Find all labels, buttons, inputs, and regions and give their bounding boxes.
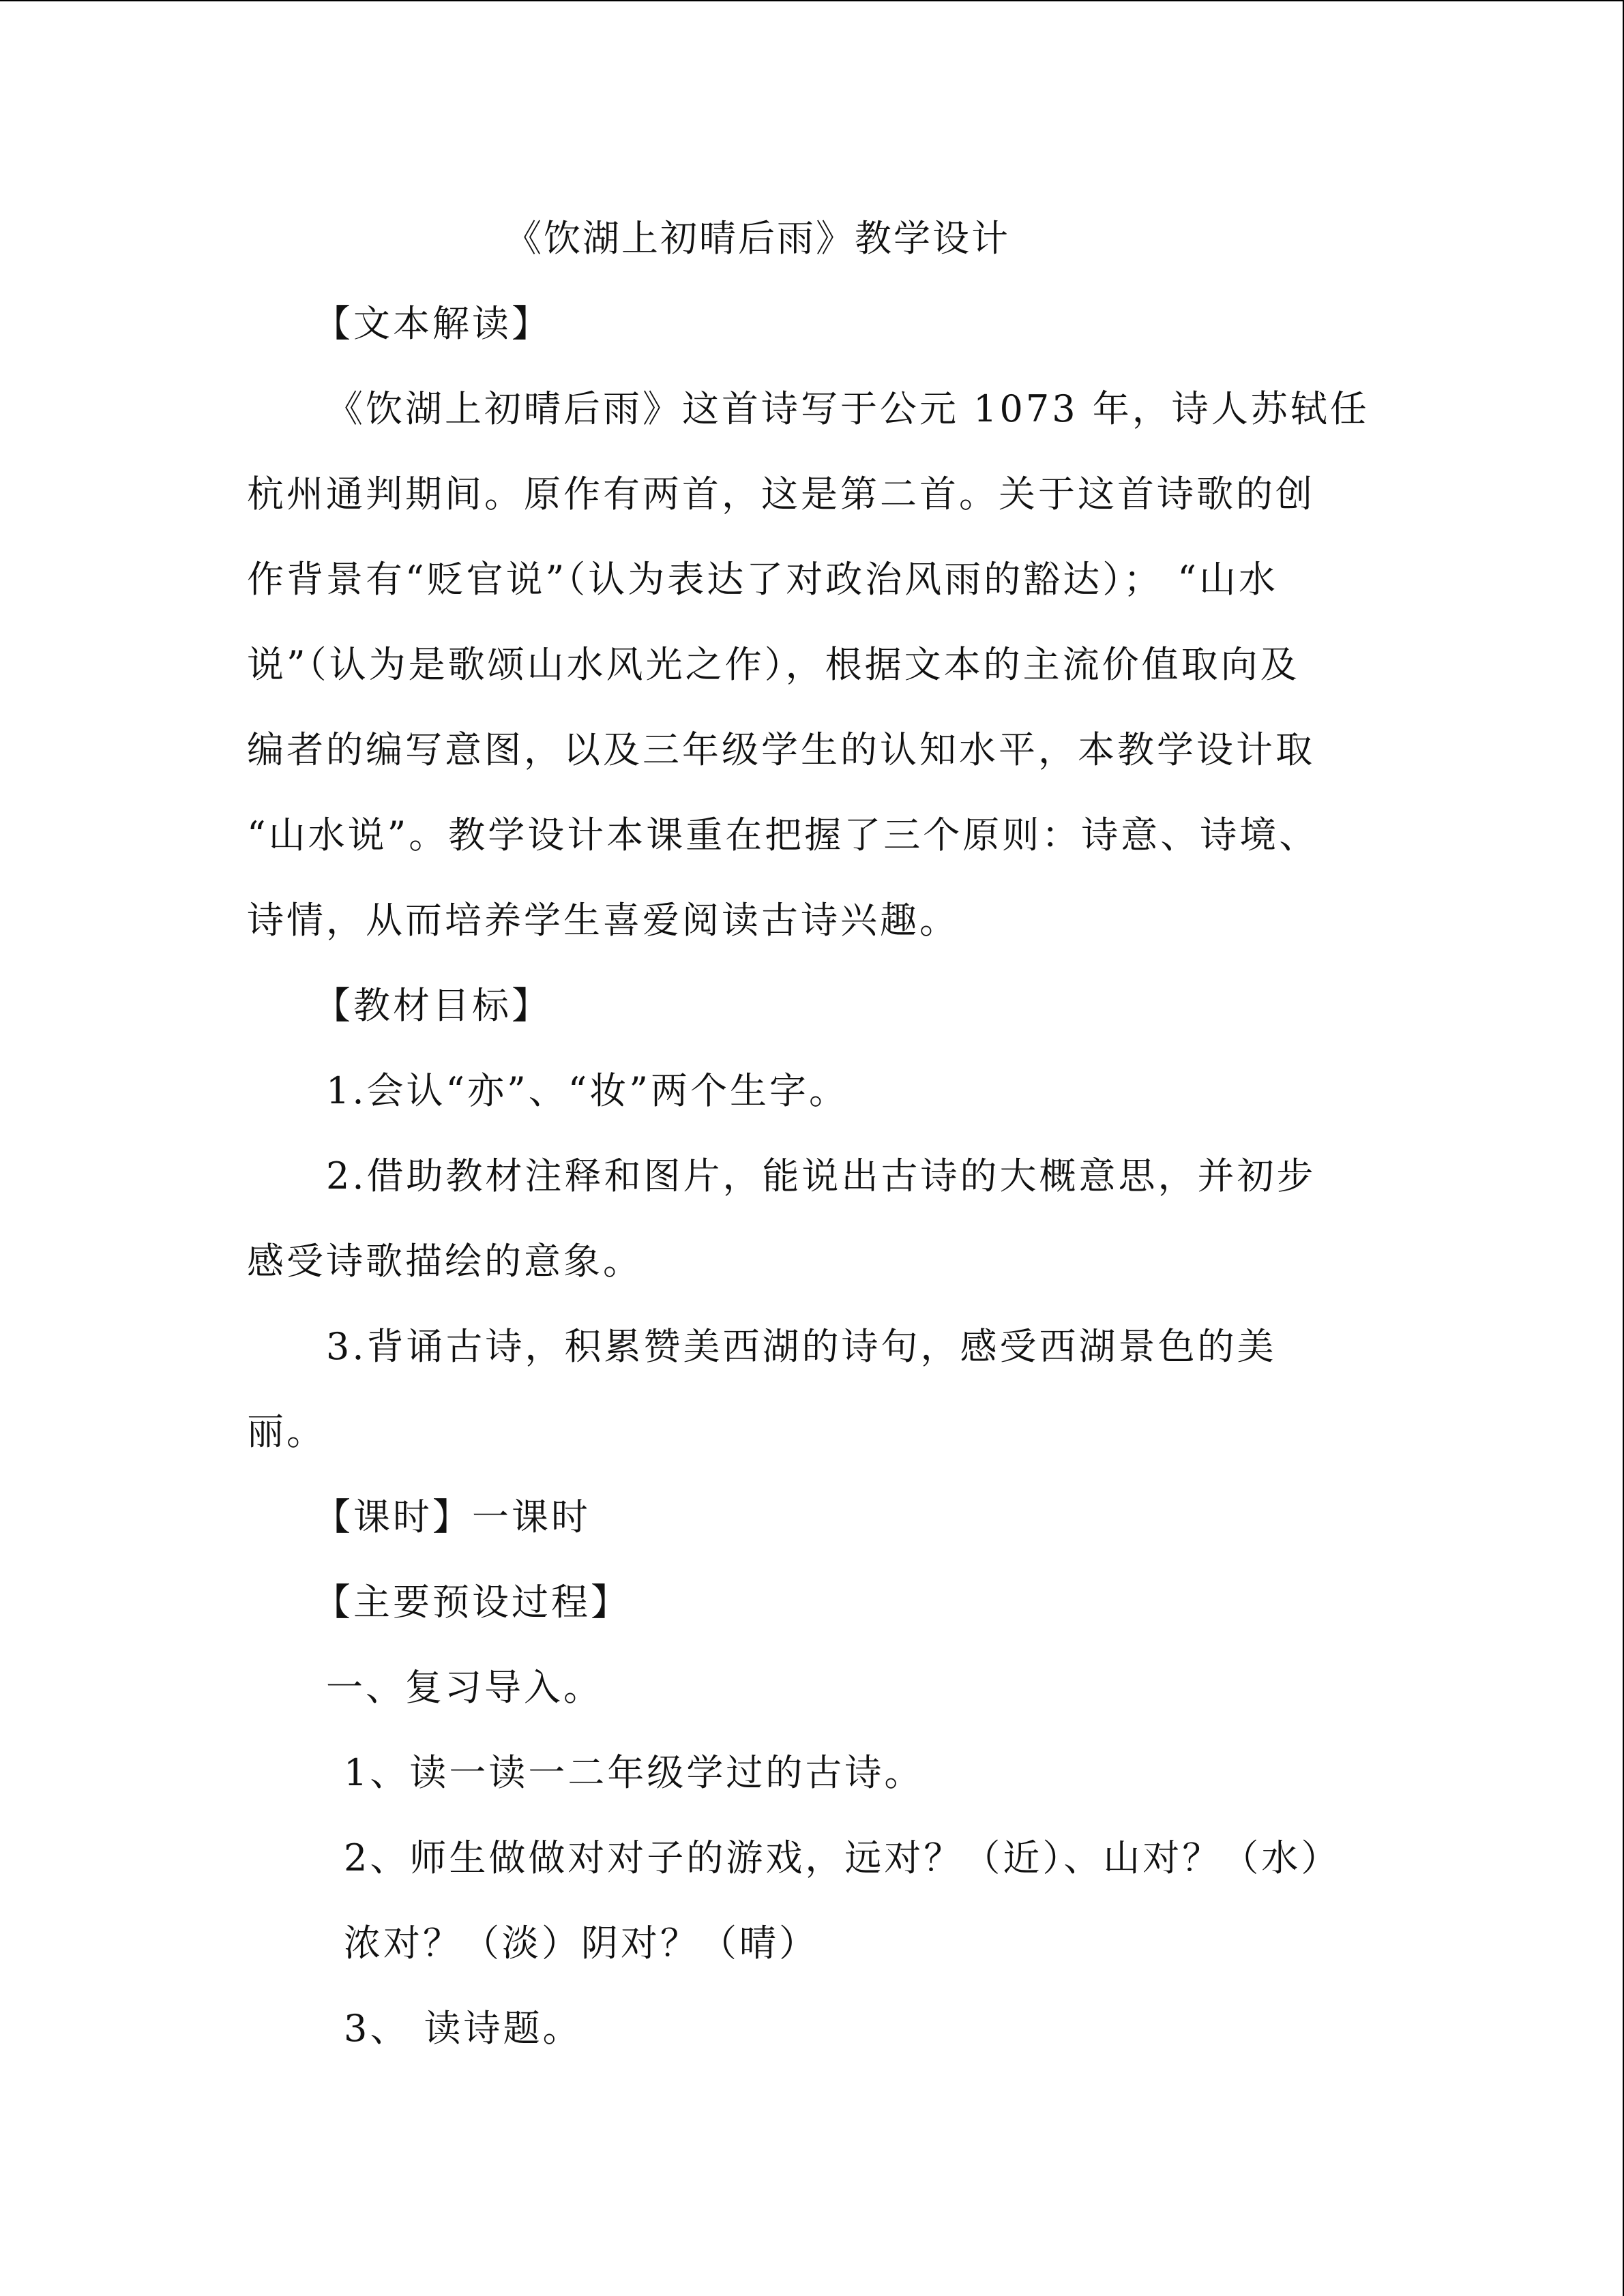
process-step-heading: 一、复习导入。	[326, 1666, 603, 1709]
process-item: 2、师生做做对对子的游戏，远对？（近）、山对？（水）	[344, 1836, 1341, 1879]
goal-item: 1.会认“亦”、“妆”两个生字。	[326, 1069, 848, 1112]
process-item: 1、读一读一二年级学过的古诗。	[344, 1751, 924, 1794]
section-heading-goals: 【教材目标】	[314, 984, 551, 1027]
paragraph-line: 《饮湖上初晴后雨》这首诗写于公元 1073 年，诗人苏轼任	[326, 387, 1370, 430]
process-item-continuation: 浓对？（淡）阴对？（晴）	[344, 1922, 818, 1965]
process-item: 3、 读诗题。	[344, 2007, 582, 2050]
section-period: 【课时】一课时	[314, 1495, 591, 1538]
paragraph-line: 编者的编写意图，以及三年级学生的认知水平，本教学设计取	[247, 728, 1315, 771]
paragraph-line: 杭州通判期间。原作有两首，这是第二首。关于这首诗歌的创	[247, 473, 1315, 516]
goal-item: 3.背诵古诗，积累赞美西湖的诗句，感受西湖景色的美	[326, 1325, 1277, 1368]
paragraph-line: 说”（认为是歌颂山水风光之作），根据文本的主流价值取向及	[247, 643, 1300, 686]
paragraph-line: “山水说”。教学设计本课重在把握了三个原则：诗意、诗境、	[247, 814, 1319, 856]
goal-item: 2.借助教材注释和图片，能说出古诗的大概意思，并初步	[326, 1154, 1316, 1197]
paragraph-line: 诗情，从而培养学生喜爱阅读古诗兴趣。	[247, 899, 959, 942]
document-title: 《饮湖上初晴后雨》教学设计	[505, 217, 1010, 260]
section-heading-process: 【主要预设过程】	[314, 1581, 630, 1624]
section-heading-text-reading: 【文本解读】	[314, 302, 551, 345]
goal-item-continuation: 感受诗歌描绘的意象。	[247, 1240, 643, 1283]
goal-item-continuation: 丽。	[247, 1410, 326, 1453]
paragraph-line: 作背景有“贬官说”（认为表达了对政治风雨的豁达）； “山水	[247, 558, 1278, 601]
